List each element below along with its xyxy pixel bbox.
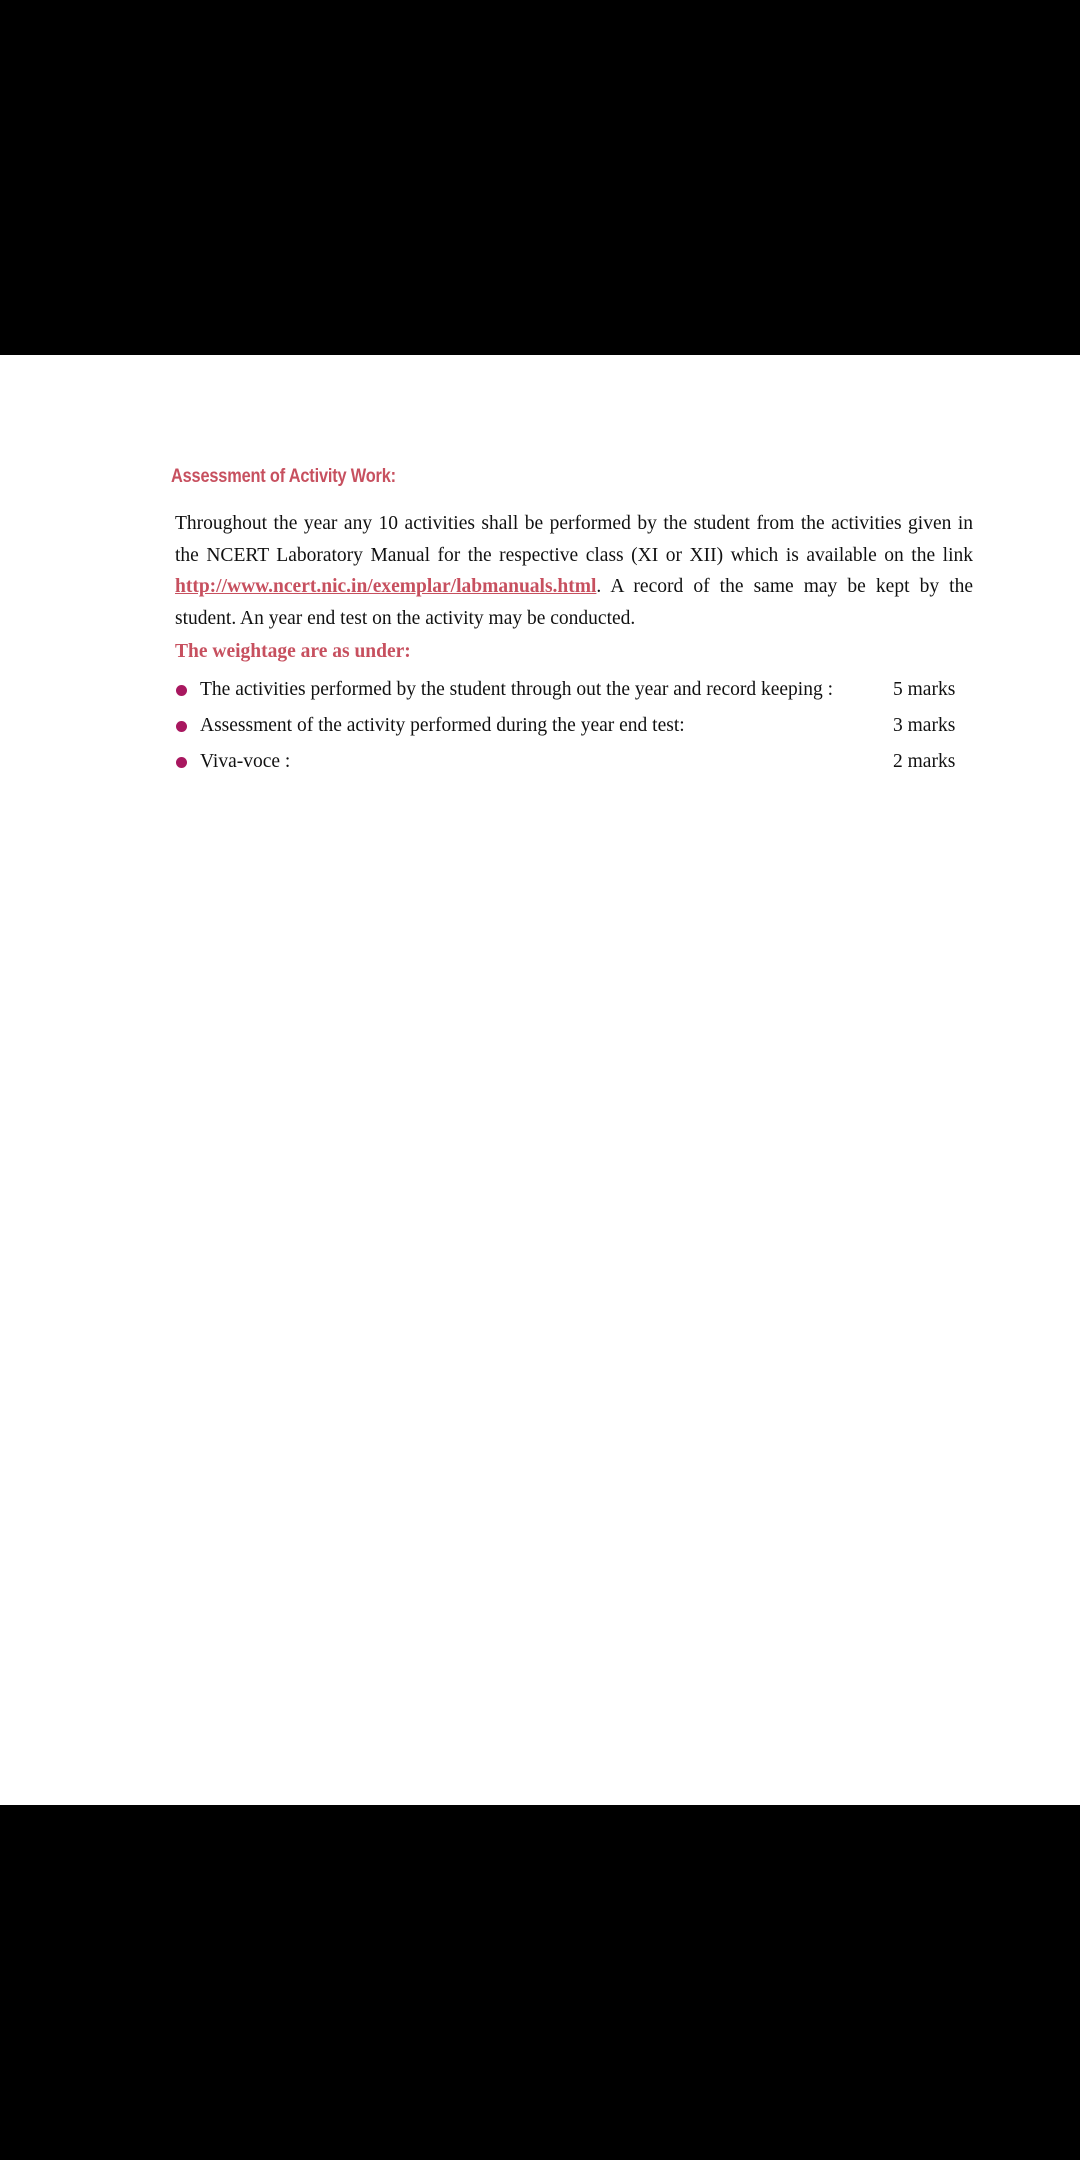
- list-item-text: Assessment of the activity performed during the year end test:: [200, 715, 685, 736]
- list-item-marks: 5 marks: [893, 679, 956, 700]
- paragraph-text-before-link: Throughout the year any 10 activities shall be performed by the student from the activities given in the NCERT Laboratory Manual for the respective class (XI or XII) which is available on the link: [175, 513, 973, 566]
- bullet-icon: [176, 685, 187, 696]
- list-item: [175, 747, 975, 783]
- top-letterbox: [0, 0, 1080, 355]
- list-item-marks: 3 marks: [893, 715, 956, 736]
- list-item-text: The activities performed by the student through out the year and record keeping :: [200, 679, 833, 700]
- section-heading: Assessment of Activity Work:: [171, 466, 396, 487]
- document-page: [0, 355, 1080, 1805]
- list-item: [175, 675, 975, 711]
- list-item: [175, 711, 975, 747]
- list-item-text: Viva-voce :: [200, 751, 291, 772]
- paragraph-text-after-link: . A record of the same may be kept by the student. An year end test on the activity may be conducted.: [175, 576, 973, 629]
- lab-manuals-link[interactable]: http://www.ncert.nic.in/exemplar/labmanuals.html: [175, 576, 597, 597]
- bullet-icon: [176, 721, 187, 732]
- weightage-subheading: The weightage are as under:: [175, 641, 411, 662]
- body-paragraph: [175, 508, 973, 634]
- bullet-icon: [176, 757, 187, 768]
- bottom-letterbox: [0, 1805, 1080, 2160]
- list-item-marks: 2 marks: [893, 751, 956, 772]
- weightage-list: [175, 675, 975, 783]
